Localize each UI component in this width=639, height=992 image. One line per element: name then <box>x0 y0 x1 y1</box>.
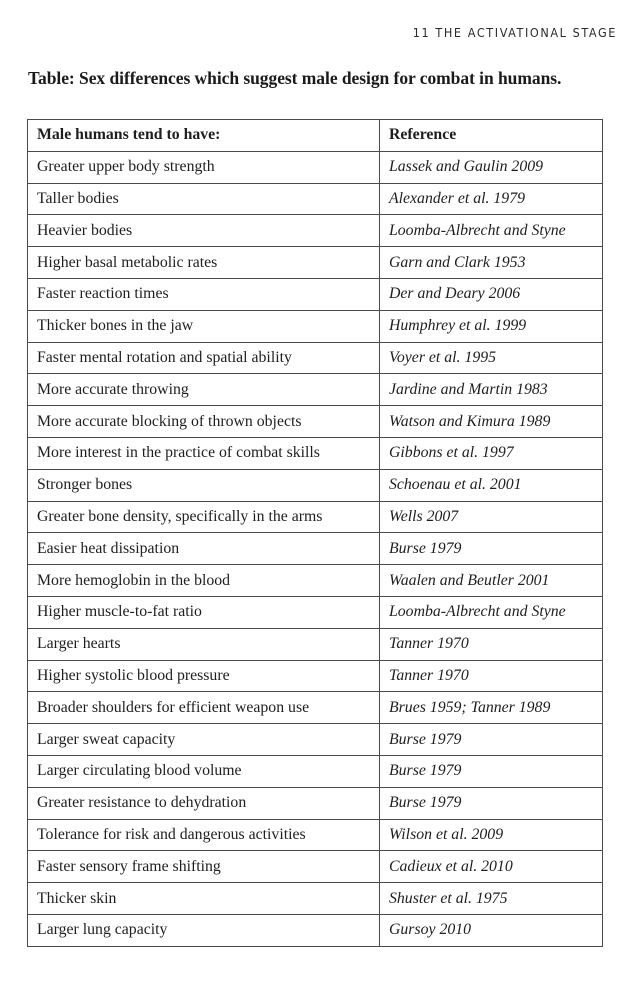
trait-cell: Greater resistance to dehydration <box>28 787 380 819</box>
table-row <box>28 851 603 883</box>
reference-cell: Schoenau et al. 2001 <box>380 469 603 501</box>
table-row <box>28 501 603 533</box>
trait-cell: Larger sweat capacity <box>28 724 380 756</box>
trait-cell: Greater bone density, specifically in the arms <box>28 501 380 533</box>
trait-cell: Greater upper body strength <box>28 151 380 183</box>
sex-differences-table <box>27 119 603 947</box>
trait-cell: Higher systolic blood pressure <box>28 660 380 692</box>
reference-cell: Burse 1979 <box>380 724 603 756</box>
trait-cell: More accurate throwing <box>28 374 380 406</box>
reference-cell: Lassek and Gaulin 2009 <box>380 151 603 183</box>
reference-cell: Tanner 1970 <box>380 660 603 692</box>
table-row <box>28 247 603 279</box>
reference-cell: Der and Deary 2006 <box>380 278 603 310</box>
reference-cell: Burse 1979 <box>380 533 603 565</box>
trait-cell: Faster sensory frame shifting <box>28 851 380 883</box>
reference-cell: Loomba-Albrecht and Styne <box>380 215 603 247</box>
table-title: Table: Sex differences which suggest male design for combat in humans. <box>28 68 562 88</box>
trait-cell: Larger circulating blood volume <box>28 755 380 787</box>
reference-cell: Gursoy 2010 <box>380 914 603 946</box>
reference-cell: Loomba-Albrecht and Styne <box>380 596 603 628</box>
trait-cell: Higher basal metabolic rates <box>28 247 380 279</box>
table-row <box>28 437 603 469</box>
trait-cell: More accurate blocking of thrown objects <box>28 406 380 438</box>
trait-cell: Thicker skin <box>28 883 380 915</box>
reference-cell: Wells 2007 <box>380 501 603 533</box>
table-row <box>28 374 603 406</box>
reference-cell: Gibbons et al. 1997 <box>380 437 603 469</box>
table-row <box>28 215 603 247</box>
table-row <box>28 628 603 660</box>
table-row <box>28 565 603 597</box>
trait-cell: Thicker bones in the jaw <box>28 310 380 342</box>
trait-cell: Faster reaction times <box>28 278 380 310</box>
table-row <box>28 692 603 724</box>
reference-cell: Wilson et al. 2009 <box>380 819 603 851</box>
table-row <box>28 883 603 915</box>
trait-cell: Broader shoulders for efficient weapon use <box>28 692 380 724</box>
trait-cell: Easier heat dissipation <box>28 533 380 565</box>
reference-cell: Burse 1979 <box>380 787 603 819</box>
trait-cell: Larger lung capacity <box>28 914 380 946</box>
table-header-row <box>28 120 603 152</box>
table-row <box>28 310 603 342</box>
table-row <box>28 724 603 756</box>
trait-cell: More hemoglobin in the blood <box>28 565 380 597</box>
reference-cell: Cadieux et al. 2010 <box>380 851 603 883</box>
trait-cell: More interest in the practice of combat skills <box>28 437 380 469</box>
reference-cell: Brues 1959; Tanner 1989 <box>380 692 603 724</box>
table-row <box>28 596 603 628</box>
reference-cell: Burse 1979 <box>380 755 603 787</box>
running-head: 11 THE ACTIVATIONAL STAGE <box>412 25 617 40</box>
reference-cell: Watson and Kimura 1989 <box>380 406 603 438</box>
table-row <box>28 151 603 183</box>
table-row <box>28 787 603 819</box>
reference-cell: Garn and Clark 1953 <box>380 247 603 279</box>
trait-cell: Stronger bones <box>28 469 380 501</box>
trait-cell: Faster mental rotation and spatial ability <box>28 342 380 374</box>
reference-cell: Alexander et al. 1979 <box>380 183 603 215</box>
table-row <box>28 406 603 438</box>
trait-cell: Larger hearts <box>28 628 380 660</box>
column-header-trait: Male humans tend to have: <box>28 120 380 152</box>
table-row <box>28 469 603 501</box>
reference-cell: Tanner 1970 <box>380 628 603 660</box>
table-row <box>28 660 603 692</box>
reference-cell: Humphrey et al. 1999 <box>380 310 603 342</box>
table-row <box>28 533 603 565</box>
reference-cell: Jardine and Martin 1983 <box>380 374 603 406</box>
reference-cell: Waalen and Beutler 2001 <box>380 565 603 597</box>
reference-cell: Voyer et al. 1995 <box>380 342 603 374</box>
table-row <box>28 342 603 374</box>
table-row <box>28 914 603 946</box>
reference-cell: Shuster et al. 1975 <box>380 883 603 915</box>
trait-cell: Taller bodies <box>28 183 380 215</box>
table-row <box>28 278 603 310</box>
trait-cell: Higher muscle-to-fat ratio <box>28 596 380 628</box>
trait-cell: Heavier bodies <box>28 215 380 247</box>
table-row <box>28 183 603 215</box>
table-row <box>28 755 603 787</box>
trait-cell: Tolerance for risk and dangerous activities <box>28 819 380 851</box>
column-header-reference: Reference <box>380 120 603 152</box>
table-row <box>28 819 603 851</box>
